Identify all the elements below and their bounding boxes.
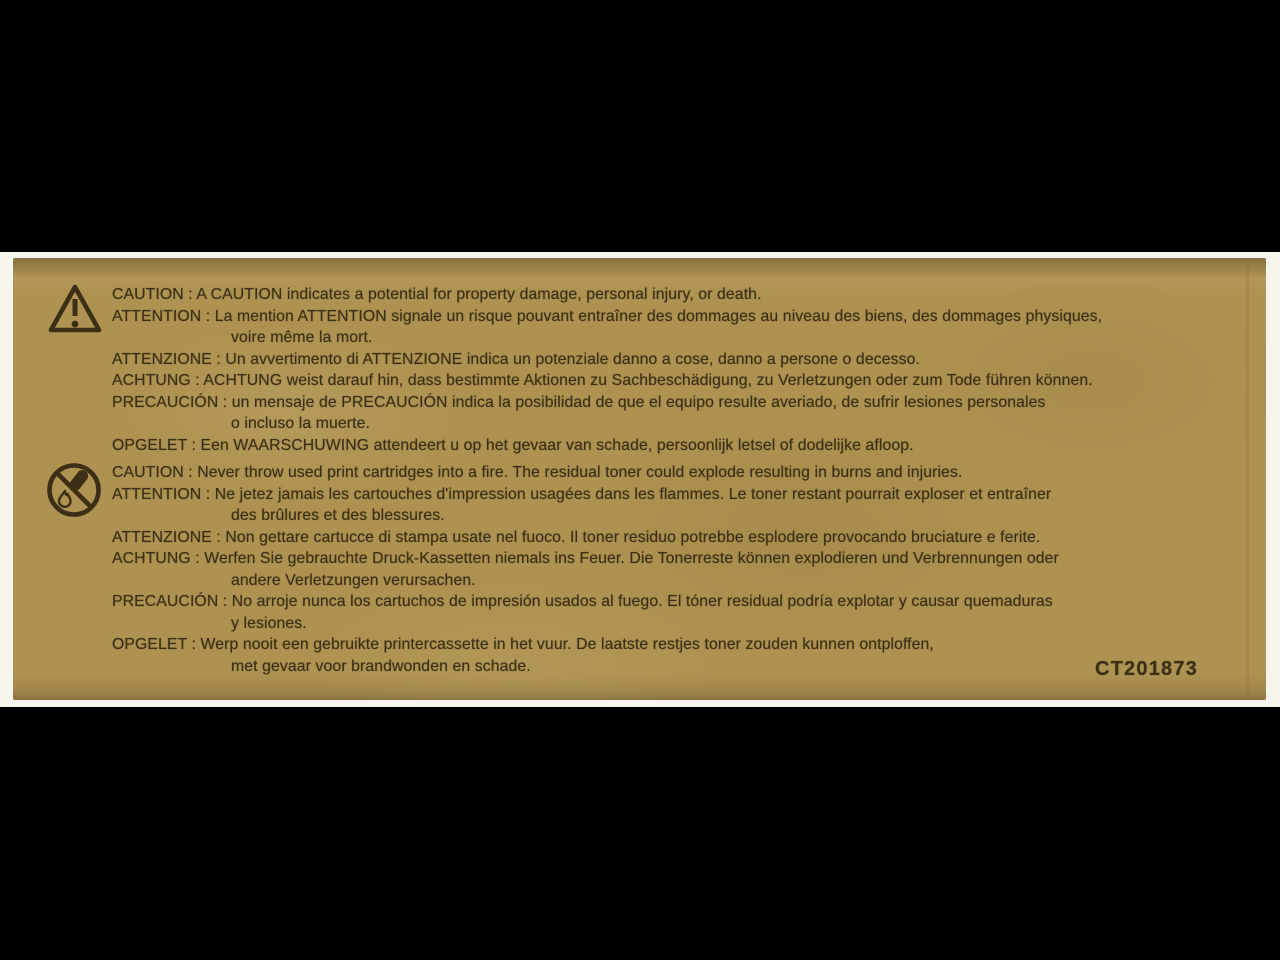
- caution-fire-line-fr: ATTENTION : Ne jetez jamais les cartouches d'impression usagées dans les flammes. Le toner restant pourrait exploser et entraîner: [112, 485, 1052, 503]
- caution-fire-line-es-cont: y lesiones.: [231, 614, 307, 632]
- caution-general-line-fr: ATTENTION : La mention ATTENTION signale un risque pouvant entraîner des dommages au niveau des biens, des dommages physiques,: [112, 307, 1103, 325]
- product-code: CT201873: [1095, 658, 1198, 680]
- caution-general-line-fr-cont: voire même la mort.: [231, 329, 373, 347]
- caution-fire-line-fr-cont: des brûlures et des blessures.: [231, 507, 445, 525]
- caution-general-block: [112, 284, 1102, 456]
- caution-general-line-de: ACHTUNG : ACHTUNG weist darauf hin, dass bestimmte Aktionen zu Sachbeschädigung, zu Verletzungen oder zum Tode führen können.: [112, 372, 1093, 390]
- caution-fire-line-de: ACHTUNG : Werfen Sie gebrauchte Druck-Kassetten niemals ins Feuer. Die Tonerreste können explodieren und Verbrennungen oder: [112, 550, 1059, 568]
- caution-fire-line-nl: OPGELET : Werp nooit een gebruikte printercassette in het vuur. De laatste restjes toner zouden kunnen ontploffen,: [112, 636, 934, 654]
- caution-general-line-nl: OPGELET : Een WAARSCHUWING attendeert u op het gevaar van schade, persoonlijk letsel of dodelijke afloop.: [112, 436, 914, 454]
- caution-general-line-en: CAUTION : A CAUTION indicates a potential for property damage, personal injury, or death.: [112, 286, 762, 303]
- letterbox-top: [0, 0, 1280, 252]
- caution-fire-block: [112, 462, 1059, 677]
- caution-fire-line-nl-cont: met gevaar voor brandwonden en schade.: [231, 657, 531, 675]
- caution-general-line-it: ATTENZIONE : Un avvertimento di ATTENZIONE indica un potenziale danno a cose, danno a persone o decesso.: [112, 350, 920, 368]
- no-fire-icon: [45, 461, 103, 524]
- caution-fire-line-en: CAUTION : Never throw used print cartridges into a fire. The residual toner could explode resulting in burns and injuries.: [112, 464, 963, 481]
- caution-general-line-es-cont: o incluso la muerte.: [231, 415, 370, 433]
- letterbox-bottom: [0, 707, 1280, 960]
- caution-general-line-es: PRECAUCIÓN : un mensaje de PRECAUCIÓN indica la posibilidad de que el equipo resulte averiado, de sufrir lesiones personales: [112, 393, 1046, 411]
- caution-fire-line-it: ATTENZIONE : Non gettare cartucce di stampa usate nel fuoco. Il toner residuo potrebbe esplodere provocando bruciature e ferite.: [112, 528, 1041, 546]
- caution-fire-line-es: PRECAUCIÓN : No arroje nunca los cartuchos de impresión usados al fuego. El tóner residual podría explotar y causar quemaduras: [112, 593, 1053, 611]
- caution-fire-line-de-cont: andere Verletzungen verursachen.: [231, 571, 476, 589]
- warning-triangle-icon: [48, 283, 102, 340]
